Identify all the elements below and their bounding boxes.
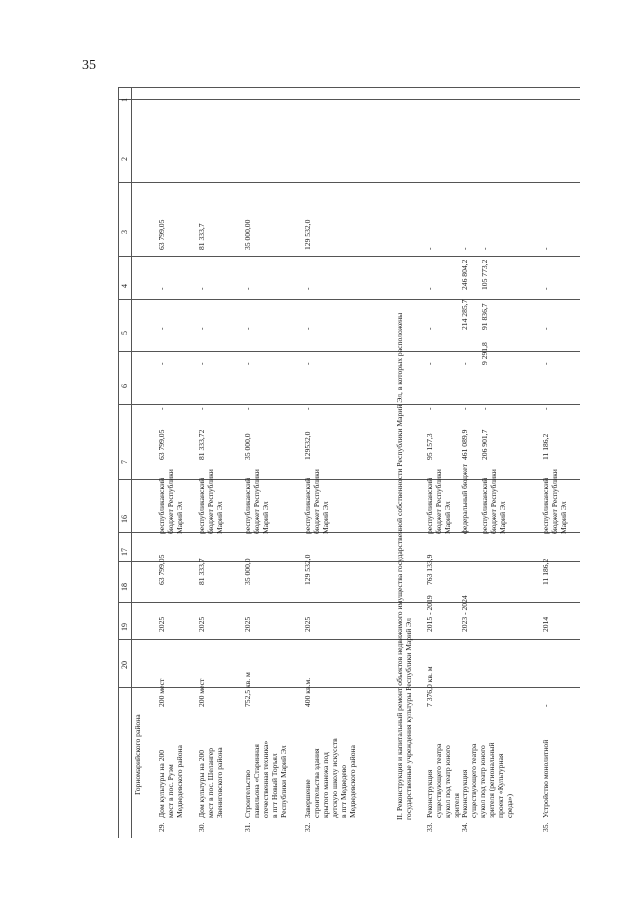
column-header-20: 20 <box>120 661 129 669</box>
table-top-border <box>118 87 580 88</box>
row-c17: - <box>541 362 550 365</box>
column-header-5: 5 <box>120 331 129 335</box>
row-c20: - <box>425 247 434 250</box>
column-header-4: 4 <box>120 284 129 288</box>
row-name: Дом культуры на 200 мест в пос. Руэм Медведевского района <box>157 745 184 818</box>
row-c20: 129 532,0 <box>303 219 312 250</box>
row-c19: - <box>157 287 166 290</box>
row-source: республиканский бюджет Республики Марий Эл <box>197 469 224 534</box>
row-source: республиканский бюджет Республики Марий Эл <box>541 469 568 534</box>
header-row-divider <box>131 88 132 838</box>
column-divider <box>118 99 580 100</box>
table-left-border <box>118 88 119 838</box>
row-c19: - <box>303 287 312 290</box>
row-c20: - <box>460 247 469 250</box>
row-years: 2023 - 2024 <box>460 595 469 632</box>
row-amount: 461 089,9 <box>460 429 469 460</box>
row-name: Строительство павильона «Старинная отечественная техника» в пгт Новый Торъял Республики Марий Эл <box>243 740 288 818</box>
row-c18: - <box>425 327 434 330</box>
row-capacity: 200 мест <box>157 678 166 707</box>
row-c18: - <box>303 327 312 330</box>
row-total: 11 186,2 <box>541 558 550 585</box>
row-number: 31. <box>243 822 252 832</box>
row-total: 763 133,9 <box>425 554 434 585</box>
row-capacity: 752,5 кв. м <box>243 672 252 707</box>
row-name: Завершение строительства здания крытого манежа под детскую школу искусств в пгт Медведево Медведевского района <box>303 738 357 818</box>
row-c16: - <box>197 407 206 410</box>
column-header-17: 17 <box>120 548 129 556</box>
row-number: 34. <box>460 822 469 832</box>
column-divider <box>118 561 580 562</box>
row-c18: 214 285,7 <box>460 299 469 330</box>
row-years: 2014 <box>541 616 550 632</box>
row-c16-2: - <box>480 407 489 410</box>
row-number: 32. <box>303 822 312 832</box>
row-c18: - <box>197 327 206 330</box>
row-source-2: республиканский бюджет Республики Марий Эл <box>480 469 507 534</box>
row-number: 30. <box>197 822 206 832</box>
row-c19: - <box>425 287 434 290</box>
row-c20-2: - <box>480 247 489 250</box>
column-header-7: 7 <box>120 460 129 464</box>
row-amount: 129532,0 <box>303 431 312 460</box>
rotated-table <box>100 65 568 850</box>
column-divider <box>118 351 580 352</box>
row-capacity: 7 376,0 кв. м <box>425 666 434 707</box>
row-c18: - <box>541 327 550 330</box>
row-number: 33. <box>425 822 434 832</box>
page-number: 35 <box>82 58 96 73</box>
row-years: 2025 <box>157 616 166 632</box>
row-c19: 246 804,2 <box>460 259 469 290</box>
row-c19: - <box>243 287 252 290</box>
column-divider <box>118 602 580 603</box>
row-c18: - <box>157 327 166 330</box>
row-years: 2025 <box>303 616 312 632</box>
row-years: 2015 - 2019 <box>425 595 434 632</box>
row-c16: - <box>157 407 166 410</box>
row-name: Реконструкция существующего театра кукол под театр юного зрителя <box>425 743 461 818</box>
row-capacity: 400 кв.м. <box>303 677 312 707</box>
column-header-3: 3 <box>120 230 129 234</box>
column-divider <box>118 532 580 533</box>
row-amount: 11 186,2 <box>541 433 550 460</box>
row-c20: 81 333,7 <box>197 223 206 250</box>
row-c19: - <box>541 287 550 290</box>
row-c17: - <box>197 362 206 365</box>
row-c16: - <box>460 407 469 410</box>
column-header-1: 1 <box>120 98 129 102</box>
row-c20: 63 799,05 <box>157 219 166 250</box>
column-divider <box>118 687 580 688</box>
section-title: II. Реконструкция и капитальный ремонт объектов недвижимого имущества государственной собственности Республики Марий Эл, в которых расположены государственные учреждения культуры Республики Марий Эл <box>395 312 413 820</box>
row-source: республиканский бюджет Республики Марий Эл <box>425 469 452 534</box>
column-header-6: 6 <box>120 384 129 388</box>
row-total: 129 532,0 <box>303 554 312 585</box>
column-header-16: 16 <box>120 515 129 523</box>
column-header-2: 2 <box>120 157 129 161</box>
column-divider <box>118 256 580 257</box>
row-c18-2: 91 836,7 <box>480 303 489 330</box>
row-c16: - <box>425 407 434 410</box>
district-header: Горномарийского района <box>133 714 142 795</box>
row-name: Устройство монолитной <box>541 739 550 818</box>
row-source: республиканский бюджет Республики Марий Эл <box>243 469 270 534</box>
row-c16: - <box>541 407 550 410</box>
row-years: 2025 <box>243 616 252 632</box>
row-amount: 35 000,0 <box>243 433 252 460</box>
row-c19: - <box>197 287 206 290</box>
row-amount: 81 333,72 <box>197 429 206 460</box>
row-amount-2: 206 901,7 <box>480 429 489 460</box>
column-header-18: 18 <box>120 583 129 591</box>
row-name: Реконструкция существующего театра кукол под театр юного зрителя (региональный проект «Культурная среда») <box>460 742 514 818</box>
row-total: 81 333,7 <box>197 558 206 585</box>
row-c20: - <box>541 247 550 250</box>
row-total: 63 799,05 <box>157 554 166 585</box>
row-c19-2: 105 773,2 <box>480 259 489 290</box>
row-amount: 63 799,05 <box>157 429 166 460</box>
column-divider <box>118 639 580 640</box>
row-number: 29. <box>157 822 166 832</box>
row-c17: - <box>157 362 166 365</box>
row-c17: - <box>460 362 469 365</box>
row-source: федеральный бюджет <box>460 464 469 534</box>
row-c20: 35 000,00 <box>243 219 252 250</box>
column-divider <box>118 479 580 480</box>
row-c16: - <box>243 407 252 410</box>
row-number: 35. <box>541 822 550 832</box>
row-years: 2025 <box>197 616 206 632</box>
row-source: республиканский бюджет Республики Марий Эл <box>157 469 184 534</box>
column-divider <box>118 182 580 183</box>
column-divider <box>118 404 580 405</box>
row-capacity: 200 мест <box>197 678 206 707</box>
row-c18: - <box>243 327 252 330</box>
row-c17: - <box>243 362 252 365</box>
row-capacity: - <box>541 704 550 707</box>
row-c17-2: 9 291,8 <box>480 342 489 365</box>
row-c16: - <box>303 407 312 410</box>
column-header-19: 19 <box>120 623 129 631</box>
row-total: 35 000,0 <box>243 558 252 585</box>
row-amount: 95 157,3 <box>425 433 434 460</box>
row-c17: - <box>425 362 434 365</box>
row-c17: - <box>303 362 312 365</box>
row-name: Дом культуры на 200 мест в пос. Шелангер Звениговского района <box>197 747 224 818</box>
row-source: республиканский бюджет Республики Марий Эл <box>303 469 330 534</box>
column-divider <box>118 299 580 300</box>
